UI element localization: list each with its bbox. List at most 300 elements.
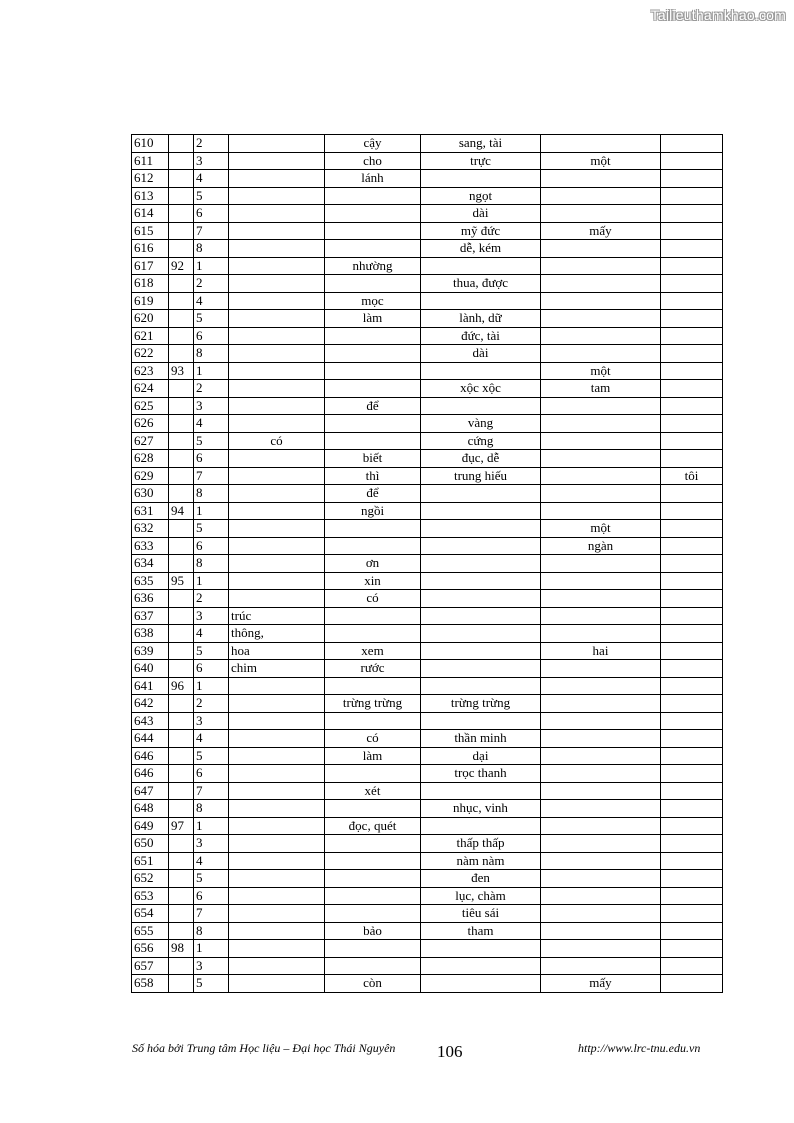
table-cell <box>169 520 194 538</box>
watermark: Tailieuthamkhao.com <box>650 7 786 23</box>
table-cell: 627 <box>132 432 169 450</box>
table-cell: 649 <box>132 817 169 835</box>
table-row <box>132 380 723 398</box>
table-cell: cho <box>325 152 421 170</box>
data-table <box>131 134 723 993</box>
table-cell: 6 <box>194 327 229 345</box>
table-cell <box>325 415 421 433</box>
table-cell <box>229 957 325 975</box>
table-cell: 2 <box>194 135 229 153</box>
table-cell <box>541 940 661 958</box>
table-cell <box>661 625 723 643</box>
table-cell <box>661 642 723 660</box>
table-cell: một <box>541 362 661 380</box>
table-cell <box>661 695 723 713</box>
table-cell: 8 <box>194 555 229 573</box>
table-row <box>132 520 723 538</box>
table-cell: 616 <box>132 240 169 258</box>
table-row <box>132 415 723 433</box>
table-cell <box>421 590 541 608</box>
table-cell: vàng <box>421 415 541 433</box>
table-cell <box>541 345 661 363</box>
table-cell <box>229 485 325 503</box>
table-cell: trúc <box>229 607 325 625</box>
table-cell <box>541 887 661 905</box>
table-cell: trực <box>421 152 541 170</box>
table-cell <box>325 940 421 958</box>
footer-url: http://www.lrc-tnu.edu.vn <box>578 1041 701 1055</box>
table-cell <box>169 975 194 993</box>
table-cell: 5 <box>194 870 229 888</box>
table-cell <box>229 135 325 153</box>
table-cell: thấp thấp <box>421 835 541 853</box>
table-cell <box>421 362 541 380</box>
table-cell <box>661 485 723 503</box>
table-cell <box>661 835 723 853</box>
table-cell: 634 <box>132 555 169 573</box>
table-cell: thì <box>325 467 421 485</box>
table-row <box>132 905 723 923</box>
table-cell: 630 <box>132 485 169 503</box>
table-row <box>132 852 723 870</box>
table-cell <box>661 590 723 608</box>
table-cell: 2 <box>194 695 229 713</box>
table-cell: dài <box>421 205 541 223</box>
table-row <box>132 485 723 503</box>
table-cell <box>661 135 723 153</box>
table-cell <box>169 800 194 818</box>
table-cell: 644 <box>132 730 169 748</box>
table-cell: 92 <box>169 257 194 275</box>
table-cell <box>169 397 194 415</box>
table-cell <box>661 222 723 240</box>
table-cell: 639 <box>132 642 169 660</box>
table-cell <box>541 240 661 258</box>
table-cell <box>169 187 194 205</box>
table-row <box>132 625 723 643</box>
table-cell: 653 <box>132 887 169 905</box>
table-cell <box>169 485 194 503</box>
table-cell: 626 <box>132 415 169 433</box>
table-cell: 640 <box>132 660 169 678</box>
table-cell: 618 <box>132 275 169 293</box>
table-cell: 7 <box>194 905 229 923</box>
table-cell: 628 <box>132 450 169 468</box>
table-cell <box>421 940 541 958</box>
table-cell <box>229 292 325 310</box>
table-cell: 2 <box>194 275 229 293</box>
table-cell <box>229 415 325 433</box>
table-cell <box>541 607 661 625</box>
table-cell <box>325 625 421 643</box>
table-cell: dại <box>421 747 541 765</box>
table-cell <box>661 957 723 975</box>
table-cell <box>169 607 194 625</box>
table-cell: 631 <box>132 502 169 520</box>
table-cell <box>325 205 421 223</box>
table-cell <box>169 467 194 485</box>
table-cell: 4 <box>194 170 229 188</box>
table-row <box>132 590 723 608</box>
table-cell <box>169 625 194 643</box>
table-row <box>132 922 723 940</box>
table-cell: 635 <box>132 572 169 590</box>
table-cell: đục, dễ <box>421 450 541 468</box>
table-cell: đen <box>421 870 541 888</box>
table-cell <box>541 432 661 450</box>
table-cell: 646 <box>132 765 169 783</box>
table-cell: làm <box>325 310 421 328</box>
table-cell: để <box>325 485 421 503</box>
table-cell <box>169 555 194 573</box>
table-cell <box>541 730 661 748</box>
table-cell <box>541 660 661 678</box>
table-cell <box>169 712 194 730</box>
table-cell: 5 <box>194 432 229 450</box>
table-row <box>132 677 723 695</box>
table-cell <box>541 415 661 433</box>
table-cell <box>229 800 325 818</box>
table-cell <box>661 380 723 398</box>
table-cell <box>661 152 723 170</box>
table-cell: 6 <box>194 205 229 223</box>
table-cell: 4 <box>194 415 229 433</box>
table-cell <box>541 625 661 643</box>
table-cell <box>169 345 194 363</box>
table-cell <box>229 187 325 205</box>
table-row <box>132 135 723 153</box>
table-cell: một <box>541 520 661 538</box>
table-cell <box>325 345 421 363</box>
table-cell: 3 <box>194 397 229 415</box>
table-cell: 655 <box>132 922 169 940</box>
table-cell <box>421 520 541 538</box>
table-cell <box>541 257 661 275</box>
table-cell <box>169 310 194 328</box>
table-cell <box>229 940 325 958</box>
table-cell: 95 <box>169 572 194 590</box>
table-cell <box>541 275 661 293</box>
table-cell: 647 <box>132 782 169 800</box>
table-cell <box>169 327 194 345</box>
table-cell <box>541 765 661 783</box>
table-cell <box>169 415 194 433</box>
table-cell: còn <box>325 975 421 993</box>
table-cell: 612 <box>132 170 169 188</box>
table-cell <box>229 817 325 835</box>
table-cell: 650 <box>132 835 169 853</box>
table-row <box>132 467 723 485</box>
table-cell <box>661 415 723 433</box>
table-cell: 656 <box>132 940 169 958</box>
table-cell: 617 <box>132 257 169 275</box>
table-cell <box>169 380 194 398</box>
table-cell <box>229 590 325 608</box>
table-cell <box>661 730 723 748</box>
table-cell <box>169 135 194 153</box>
table-cell: 3 <box>194 607 229 625</box>
table-cell <box>229 677 325 695</box>
table-cell: 6 <box>194 660 229 678</box>
table-cell <box>421 607 541 625</box>
table-cell: lục, chàm <box>421 887 541 905</box>
table-cell <box>325 187 421 205</box>
table-cell: 619 <box>132 292 169 310</box>
table-cell <box>661 240 723 258</box>
table-cell <box>541 782 661 800</box>
table-cell <box>661 310 723 328</box>
table-cell: 6 <box>194 537 229 555</box>
table-cell <box>541 817 661 835</box>
table-cell: 3 <box>194 152 229 170</box>
table-cell: 629 <box>132 467 169 485</box>
table-cell: 5 <box>194 520 229 538</box>
table-cell <box>229 152 325 170</box>
table-cell <box>325 240 421 258</box>
table-row <box>132 870 723 888</box>
table-row <box>132 222 723 240</box>
table-cell: 633 <box>132 537 169 555</box>
table-cell: 3 <box>194 957 229 975</box>
footer-source: Số hóa bởi Trung tâm Học liệu – Đại học Thái Nguyên <box>132 1041 396 1055</box>
table-cell <box>229 362 325 380</box>
table-cell: 615 <box>132 222 169 240</box>
table-cell: tôi <box>661 467 723 485</box>
table-cell <box>421 957 541 975</box>
table-cell <box>325 537 421 555</box>
table-cell: 636 <box>132 590 169 608</box>
table-row <box>132 555 723 573</box>
table-cell: 2 <box>194 380 229 398</box>
table-cell: một <box>541 152 661 170</box>
table-cell <box>421 292 541 310</box>
table-cell <box>325 852 421 870</box>
table-cell <box>661 362 723 380</box>
table-cell <box>169 432 194 450</box>
table-cell <box>169 782 194 800</box>
table-cell <box>169 835 194 853</box>
table-cell <box>541 922 661 940</box>
table-cell <box>661 432 723 450</box>
table-cell <box>541 135 661 153</box>
table-cell <box>661 205 723 223</box>
table-cell <box>325 905 421 923</box>
table-cell <box>421 555 541 573</box>
table-cell <box>229 975 325 993</box>
table-cell: 2 <box>194 590 229 608</box>
table-cell <box>541 747 661 765</box>
table-cell <box>661 887 723 905</box>
table-row <box>132 310 723 328</box>
table-cell <box>325 835 421 853</box>
table-cell: ngọt <box>421 187 541 205</box>
table-row <box>132 765 723 783</box>
table-cell: chim <box>229 660 325 678</box>
table-cell <box>541 572 661 590</box>
table-cell <box>661 502 723 520</box>
table-cell <box>421 572 541 590</box>
table-cell <box>229 275 325 293</box>
table-cell <box>661 905 723 923</box>
table-row <box>132 187 723 205</box>
table-cell: thông, <box>229 625 325 643</box>
table-cell <box>541 292 661 310</box>
table-cell: mỹ đức <box>421 222 541 240</box>
table-cell <box>229 310 325 328</box>
table-row <box>132 275 723 293</box>
table-cell <box>169 222 194 240</box>
table-row <box>132 695 723 713</box>
table-cell <box>169 292 194 310</box>
table-cell <box>421 712 541 730</box>
table-cell <box>541 187 661 205</box>
table-cell <box>421 625 541 643</box>
page-number: 106 <box>437 1042 463 1061</box>
table-cell: 643 <box>132 712 169 730</box>
table-cell <box>229 520 325 538</box>
table-cell <box>229 782 325 800</box>
table-cell: lành, dữ <box>421 310 541 328</box>
table-cell: 624 <box>132 380 169 398</box>
table-cell <box>325 765 421 783</box>
table-cell <box>661 747 723 765</box>
table-cell <box>229 397 325 415</box>
table-cell <box>421 485 541 503</box>
table-cell: 622 <box>132 345 169 363</box>
table-cell <box>541 327 661 345</box>
table-cell <box>229 555 325 573</box>
table-cell <box>541 695 661 713</box>
table-cell <box>421 817 541 835</box>
table-cell: 8 <box>194 485 229 503</box>
table-cell: 4 <box>194 852 229 870</box>
table-cell <box>229 922 325 940</box>
table-cell: 7 <box>194 782 229 800</box>
table-cell: 5 <box>194 747 229 765</box>
table-cell <box>229 695 325 713</box>
table-cell: ơn <box>325 555 421 573</box>
table-cell <box>541 467 661 485</box>
table-cell <box>229 887 325 905</box>
table-cell <box>169 240 194 258</box>
table-cell: 1 <box>194 940 229 958</box>
table-cell <box>661 572 723 590</box>
table-cell <box>229 712 325 730</box>
table-row <box>132 502 723 520</box>
table-cell: 7 <box>194 222 229 240</box>
table-cell <box>541 170 661 188</box>
table-cell <box>541 485 661 503</box>
table-cell <box>169 852 194 870</box>
table-cell <box>421 537 541 555</box>
table-cell: 1 <box>194 817 229 835</box>
table-cell: 641 <box>132 677 169 695</box>
table-cell: 97 <box>169 817 194 835</box>
table-cell: 8 <box>194 240 229 258</box>
table-cell: 621 <box>132 327 169 345</box>
table-cell <box>661 520 723 538</box>
table-cell: 638 <box>132 625 169 643</box>
table-cell <box>661 800 723 818</box>
table-cell <box>661 170 723 188</box>
table-cell: 5 <box>194 310 229 328</box>
table-cell: cậy <box>325 135 421 153</box>
table-cell <box>661 327 723 345</box>
table-cell <box>661 275 723 293</box>
table-cell <box>325 957 421 975</box>
table-cell: trừng trừng <box>421 695 541 713</box>
table-cell <box>421 782 541 800</box>
table-cell <box>541 870 661 888</box>
table-cell <box>661 555 723 573</box>
table-cell: mọc <box>325 292 421 310</box>
table-cell <box>661 852 723 870</box>
table-cell: 646 <box>132 747 169 765</box>
table-row <box>132 327 723 345</box>
table-cell <box>229 747 325 765</box>
table-cell: 1 <box>194 362 229 380</box>
table-cell: 1 <box>194 257 229 275</box>
table-row <box>132 450 723 468</box>
table-cell: nhường <box>325 257 421 275</box>
table-cell <box>325 327 421 345</box>
table-cell: ngàn <box>541 537 661 555</box>
table-cell <box>229 170 325 188</box>
table-cell <box>325 380 421 398</box>
table-cell <box>661 712 723 730</box>
table-cell <box>169 695 194 713</box>
table-cell: 623 <box>132 362 169 380</box>
table-cell: mấy <box>541 222 661 240</box>
table-cell: 5 <box>194 642 229 660</box>
table-row <box>132 817 723 835</box>
table-cell <box>661 782 723 800</box>
table-cell: 610 <box>132 135 169 153</box>
table-cell <box>541 800 661 818</box>
table-cell <box>661 187 723 205</box>
table-row <box>132 537 723 555</box>
table-cell <box>541 450 661 468</box>
table-cell <box>229 852 325 870</box>
table-cell <box>229 835 325 853</box>
table-cell <box>541 555 661 573</box>
table-cell <box>661 537 723 555</box>
table-cell: tiêu sái <box>421 905 541 923</box>
table-cell <box>169 275 194 293</box>
table-row <box>132 782 723 800</box>
table-cell: trừng trừng <box>325 695 421 713</box>
table-cell <box>661 292 723 310</box>
table-cell <box>229 240 325 258</box>
table-row <box>132 572 723 590</box>
table-cell <box>325 887 421 905</box>
table-cell: 654 <box>132 905 169 923</box>
table-cell <box>541 835 661 853</box>
table-row <box>132 240 723 258</box>
table-cell <box>661 450 723 468</box>
table-cell: 6 <box>194 450 229 468</box>
table-row <box>132 432 723 450</box>
table-cell: xộc xộc <box>421 380 541 398</box>
table-cell <box>169 660 194 678</box>
table-cell <box>661 975 723 993</box>
table-cell <box>325 222 421 240</box>
table-cell: 6 <box>194 765 229 783</box>
table-cell <box>541 905 661 923</box>
table-cell <box>325 362 421 380</box>
table-cell <box>169 642 194 660</box>
table-cell: xin <box>325 572 421 590</box>
